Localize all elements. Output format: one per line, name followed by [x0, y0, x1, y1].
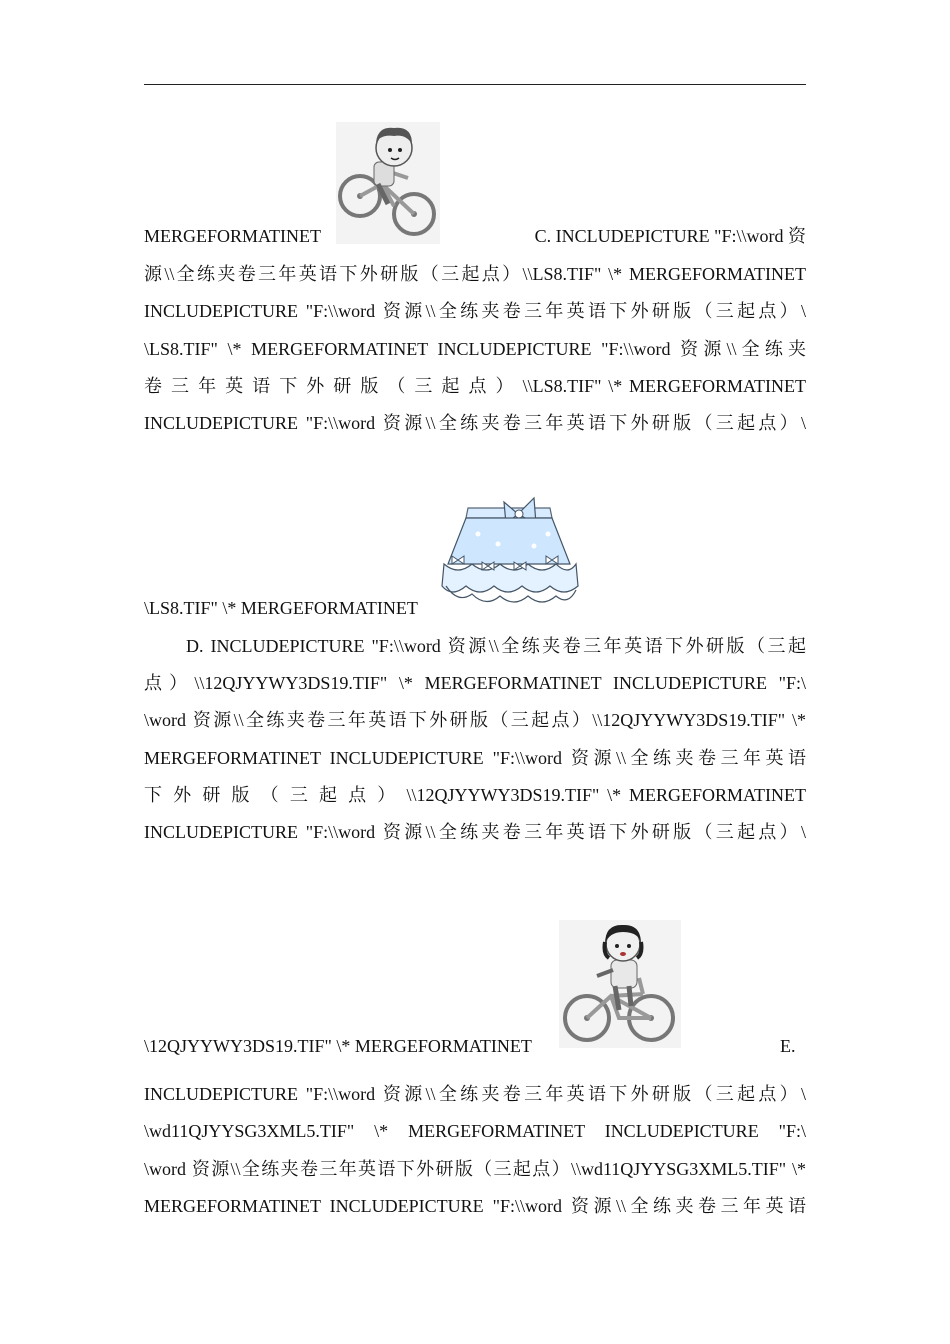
section-c-line: \LS8.TIF" \* MERGEFORMATINET INCLUDEPICTURE "F:\\word 资源\\全练夹: [144, 339, 806, 359]
section-c-line-1-right: C. INCLUDEPICTURE "F:\\word 资: [534, 226, 806, 246]
section-e-line: INCLUDEPICTURE "F:\\word 资源\\全练夹卷三年英语下外研版（三起点）\: [144, 1084, 806, 1104]
section-e-line: \word 资源\\全练夹卷三年英语下外研版（三起点）\\wd11QJYYSG3XML5.TIF" \*: [144, 1159, 806, 1179]
section-c-line: INCLUDEPICTURE "F:\\word 资源\\全练夹卷三年英语下外研版（三起点）\: [144, 301, 806, 321]
section-c-line: 源\\全练夹卷三年英语下外研版（三起点）\\LS8.TIF" \* MERGEFORMATINET: [144, 264, 806, 284]
section-c-line-1-left: MERGEFORMATINET: [144, 226, 322, 246]
section-c-line: 卷 三 年 英 语 下 外 研 版 （ 三 起 点 ） \\LS8.TIF" \* MERGEFORMATINET: [144, 376, 806, 396]
section-d-tail: \12QJYYWY3DS19.TIF" \* MERGEFORMATINET: [144, 1036, 532, 1056]
section-e-line: MERGEFORMATINET INCLUDEPICTURE "F:\\word 资源\\全练夹卷三年英语: [144, 1196, 806, 1216]
section-d-line: INCLUDEPICTURE "F:\\word 资源\\全练夹卷三年英语下外研版（三起点）\: [144, 822, 806, 842]
section-d-line: MERGEFORMATINET INCLUDEPICTURE "F:\\word 资源\\全练夹卷三年英语: [144, 748, 806, 768]
section-e-label: E.: [780, 1036, 796, 1056]
header-rule: [144, 84, 806, 85]
section-d-line: 下 外 研 版 （ 三 起 点 ） \\12QJYYWY3DS19.TIF" \* MERGEFORMATINET: [144, 785, 806, 805]
skirt-picture: [438, 494, 580, 614]
section-c-line: INCLUDEPICTURE "F:\\word 资源\\全练夹卷三年英语下外研版（三起点）\: [144, 413, 806, 433]
section-d-line: \word 资源\\全练夹卷三年英语下外研版（三起点）\\12QJYYWY3DS19.TIF" \*: [144, 710, 806, 730]
section-d-line: 点）\\12QJYYWY3DS19.TIF" \* MERGEFORMATINET INCLUDEPICTURE "F:\: [144, 673, 806, 693]
boy-riding-bike-picture: [336, 122, 440, 244]
section-e-line: \wd11QJYYSG3XML5.TIF" \* MERGEFORMATINET INCLUDEPICTURE "F:\: [144, 1121, 806, 1141]
section-c-tail: \LS8.TIF" \* MERGEFORMATINET: [144, 598, 418, 618]
girl-riding-bike-picture: [559, 920, 681, 1048]
section-d-line: D. INCLUDEPICTURE "F:\\word 资源\\全练夹卷三年英语下外研版（三起: [186, 636, 806, 656]
